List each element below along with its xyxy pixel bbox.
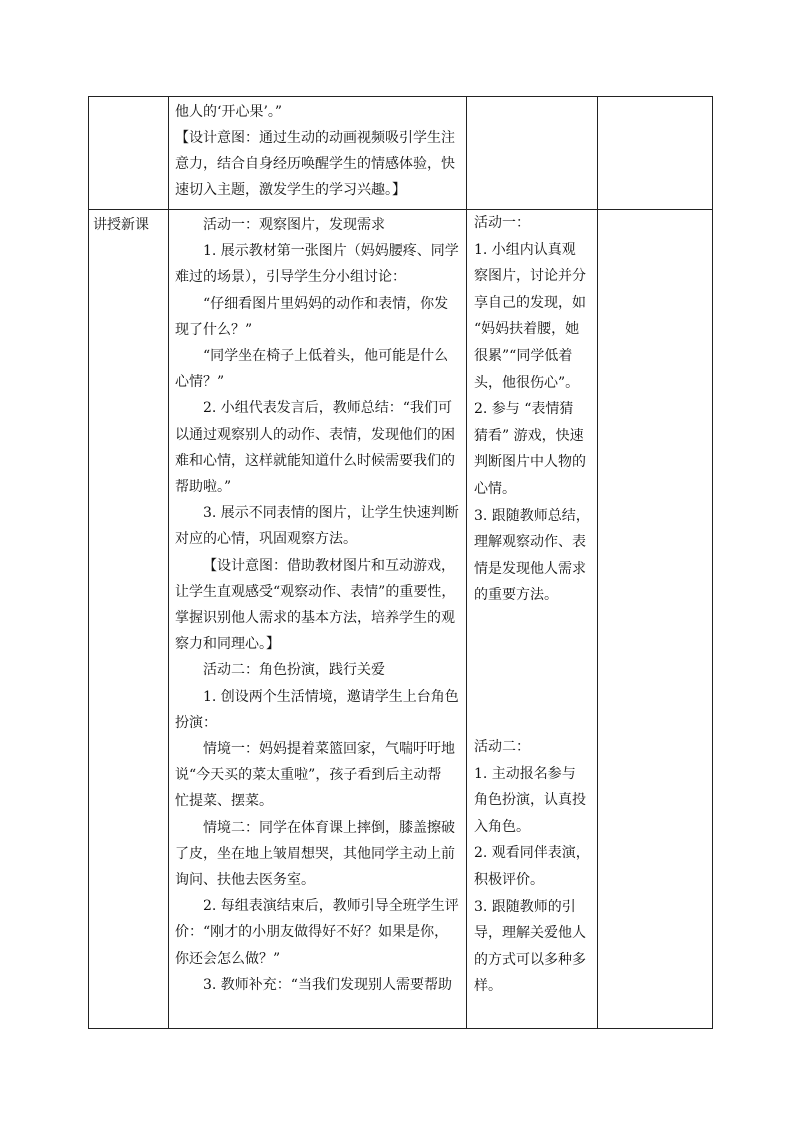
text-line: 导，理解关爱他人 [474, 925, 586, 942]
text-line: 察力和同理心。】 [175, 636, 280, 653]
text-line: 你还会怎么做？” [175, 950, 281, 967]
text-line: 2. 每组表演结束后，教师引导全班学生评 [203, 898, 459, 915]
text-line: 活动一： [474, 215, 530, 231]
text-line: 享自己的发现，如 [474, 294, 586, 311]
text-line: 1. 展示教材第一张图片（妈妈腰疼、同学 [203, 243, 459, 260]
text-line: 活动二：角色扮演，践行关爱 [203, 662, 385, 679]
text-line: 2. 参与 “表情猜 [474, 401, 574, 418]
text-line: 理解观察动作、表 [474, 534, 586, 551]
text-line: 2. 观看同伴表演， [474, 845, 590, 862]
text-line: 以通过观察别人的动作、表情，发现他们的困 [175, 426, 455, 443]
text-line: 3. 教师补充：“当我们发现别人需要帮助 [203, 976, 452, 993]
text-line: 对应的心情，巩固观察方法。 [175, 531, 357, 548]
text-line: 情是发现他人需求 [474, 560, 586, 577]
text-line: 扮演： [175, 714, 217, 731]
teacher-activity-text [169, 210, 466, 1028]
student-activity-one [474, 210, 593, 609]
text-line: 情境二：同学在体育课上摔倒，膝盖擦破 [203, 819, 455, 836]
teacher-activity-cell [169, 97, 467, 210]
text-line: 帮助啦。” [175, 479, 232, 496]
text-line: 3. 跟随教师的引 [474, 898, 576, 915]
table-row [89, 97, 713, 210]
stage-cell [89, 210, 169, 1029]
text-line: 意力，结合自身经历唤醒学生的情感体验，快 [175, 156, 455, 172]
text-line: 判断图片中人物的 [474, 454, 586, 471]
text-line: 速切入主题，激发学生的学习兴趣。】 [175, 182, 406, 198]
teacher-activity-text [169, 97, 466, 209]
text-line: 角色扮演，认真投 [474, 792, 586, 809]
text-line: 3. 展示不同表情的图片，让学生快速判断 [203, 505, 459, 522]
text-line: “仔细看图片里妈妈的动作和表情，你发 [203, 295, 449, 312]
text-line: 的方式可以多种多 [474, 951, 586, 968]
text-line: “妈妈扶着腰，她 [474, 321, 580, 338]
text-line: 入角色。 [474, 818, 530, 835]
text-line: 难过的场景），引导学生分小组讨论： [175, 269, 406, 286]
text-line: 3. 跟随教师总结， [474, 507, 590, 524]
text-line: “同学坐在椅子上低着头，他可能是什么 [203, 348, 449, 365]
stage-cell [89, 97, 169, 210]
text-line: 价：“刚才的小朋友做得好不好？如果是你， [175, 924, 449, 941]
text-line: 询问、扶他去医务室。 [175, 872, 315, 889]
text-line: 了皮，坐在地上皱眉想哭，其他同学主动上前 [175, 845, 455, 862]
table-row [89, 210, 713, 1029]
student-activity-cell [467, 97, 598, 210]
notes-cell [598, 97, 713, 210]
text-line: 说“今天买的菜太重啦”，孩子看到后主动帮 [175, 767, 442, 784]
text-line: 活动二： [474, 739, 530, 755]
text-line: 1. 小组内认真观 [474, 241, 576, 258]
stage-label: 讲授新课 [93, 217, 149, 233]
text-line: 2. 小组代表发言后，教师总结：“我们可 [203, 400, 452, 417]
text-line: 1. 主动报名参与 [474, 765, 576, 782]
text-line: 他人的‘开心果’。” [175, 104, 283, 120]
text-line: 【设计意图：借助教材图片和互动游戏， [203, 557, 455, 574]
text-line: 头，他很伤心”。 [474, 374, 580, 391]
lesson-plan-table [88, 96, 713, 1029]
text-line: 积极评价。 [474, 871, 544, 888]
text-line: 的重要方法。 [474, 587, 558, 604]
student-activity-two [474, 734, 593, 1000]
text-line: 掌握识别他人需求的基本方法，培养学生的观 [175, 610, 455, 627]
text-line: 1. 创设两个生活情境，邀请学生上台角色 [203, 688, 459, 705]
text-line: 忙提菜、摆菜。 [175, 793, 273, 810]
text-line: 情境一：妈妈提着菜篮回家，气喘吁吁地 [203, 741, 455, 758]
notes-cell [598, 210, 713, 1029]
teacher-activity-cell [169, 210, 467, 1029]
text-line: 活动一：观察图片，发现需求 [203, 217, 385, 233]
text-line: 【设计意图：通过生动的动画视频吸引学生注 [175, 130, 455, 146]
text-line: 心情？” [175, 374, 225, 391]
text-line: 让学生直观感受“观察动作、表情”的重要性， [175, 583, 456, 600]
text-line: 样。 [474, 978, 502, 995]
student-activity-cell [467, 210, 598, 1029]
text-line: 很累”“同学低着 [474, 347, 573, 364]
text-line: 察图片，讨论并分 [474, 268, 586, 285]
text-line: 现了什么？” [175, 321, 253, 338]
text-line: 心情。 [474, 480, 516, 497]
text-line: 难和心情，这样就能知道什么时候需要我们的 [175, 452, 455, 469]
text-line: 猜看” 游戏，快速 [474, 427, 584, 444]
